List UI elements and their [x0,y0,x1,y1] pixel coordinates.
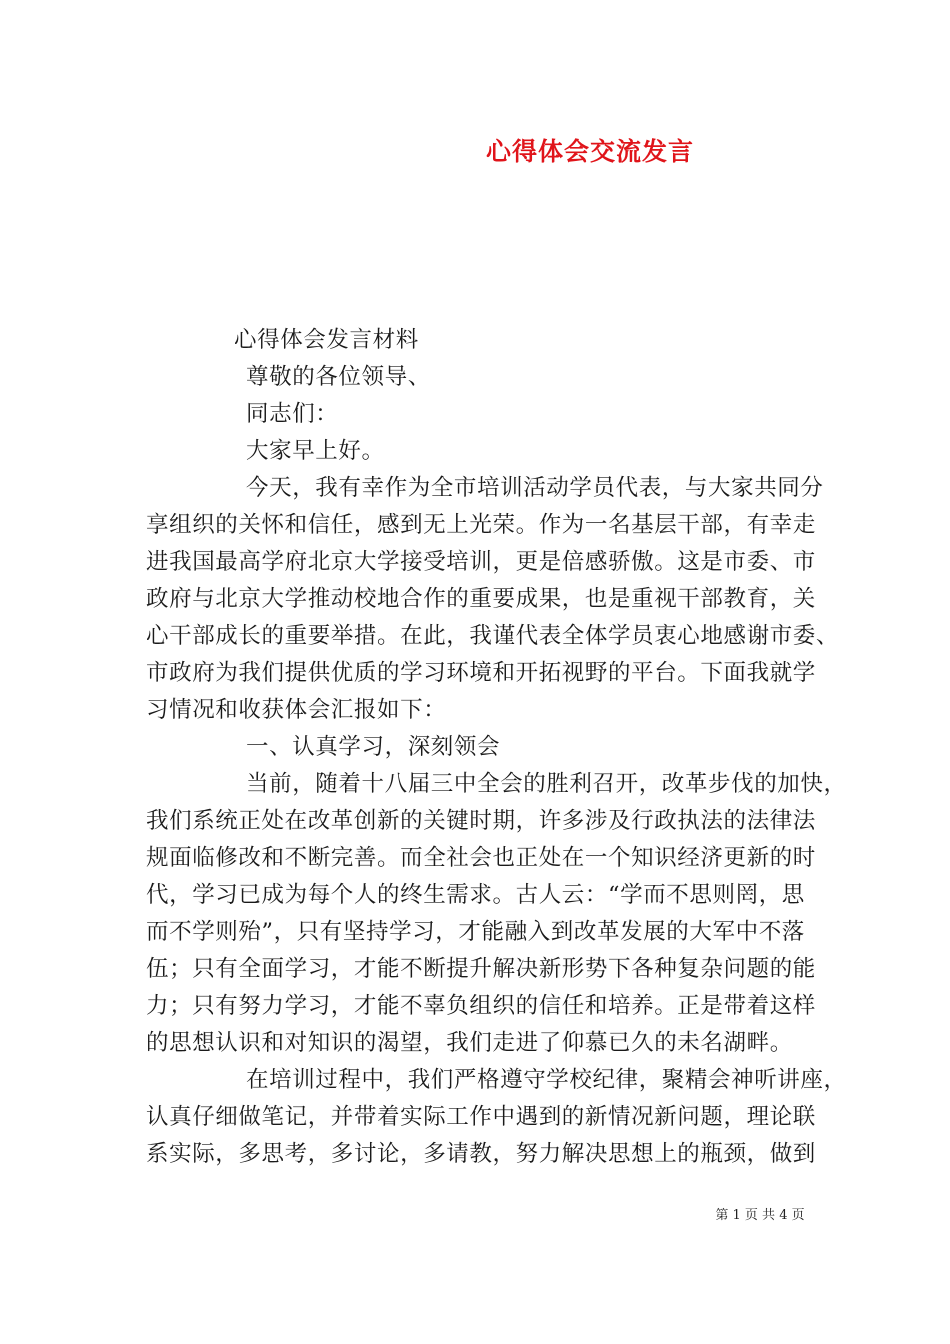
section-heading: 一、认真学习，深刻领会 [246,734,501,760]
page-number-text: 第 1 页 共 4 页 [715,1208,805,1223]
paragraph-line: 系实际，多思考，多讨论，多请教，努力解决思想上的瓶颈，做到 [146,1141,816,1167]
greeting-line: 大家早上好。 [246,438,385,464]
paragraph-line: 规面临修改和不断完善。而全社会也正处在一个知识经济更新的时 [146,845,816,871]
salutation-line: 同志们： [246,401,339,427]
paragraph-line: 我们系统正处在改革创新的关键时期，许多涉及行政执法的法律法 [146,808,816,834]
paragraph-line: 进我国最高学府北京大学接受培训，更是倍感骄傲。这是市委、市 [146,549,816,575]
page-number-footer [0,1204,950,1223]
paragraph-line: 认真仔细做笔记，并带着实际工作中遇到的新情况新问题，理论联 [146,1104,816,1130]
paragraph-line: 代，学习已成为每个人的终生需求。古人云：“学而不思则罔，思 [146,882,805,908]
paragraph-line: 而不学则殆”，只有坚持学习，才能融入到改革发展的大军中不落 [146,919,805,945]
paragraph-line: 的思想认识和对知识的渴望，我们走进了仰慕已久的未名湖畔。 [146,1030,793,1056]
paragraph-line: 政府与北京大学推动校地合作的重要成果，也是重视干部教育，关 [146,586,816,612]
paragraph-line: 心干部成长的重要举措。在此，我谨代表全体学员衷心地感谢市委、 [146,623,840,649]
paragraph-line: 市政府为我们提供优质的学习环境和开拓视野的平台。下面我就学 [146,660,816,686]
document-title-text: 心得体会交流发言 [485,137,694,166]
material-label: 心得体会发言材料 [234,327,419,353]
paragraph-line: 在培训过程中，我们严格遵守学校纪律，聚精会神听讲座， [246,1067,847,1093]
paragraph-line: 当前，随着十八届三中全会的胜利召开，改革步伐的加快， [246,771,847,797]
document-title [0,132,950,168]
paragraph-line: 伍；只有全面学习，才能不断提升解决新形势下各种复杂问题的能 [146,956,816,982]
paragraph-line: 习情况和收获体会汇报如下： [146,697,447,723]
paragraph-line: 力；只有努力学习，才能不辜负组织的信任和培养。正是带着这样 [146,993,816,1019]
salutation-line: 尊敬的各位领导、 [246,364,431,390]
paragraph-line: 享组织的关怀和信任，感到无上光荣。作为一名基层干部，有幸走 [146,512,816,538]
paragraph-line: 今天，我有幸作为全市培训活动学员代表，与大家共同分 [246,475,824,501]
